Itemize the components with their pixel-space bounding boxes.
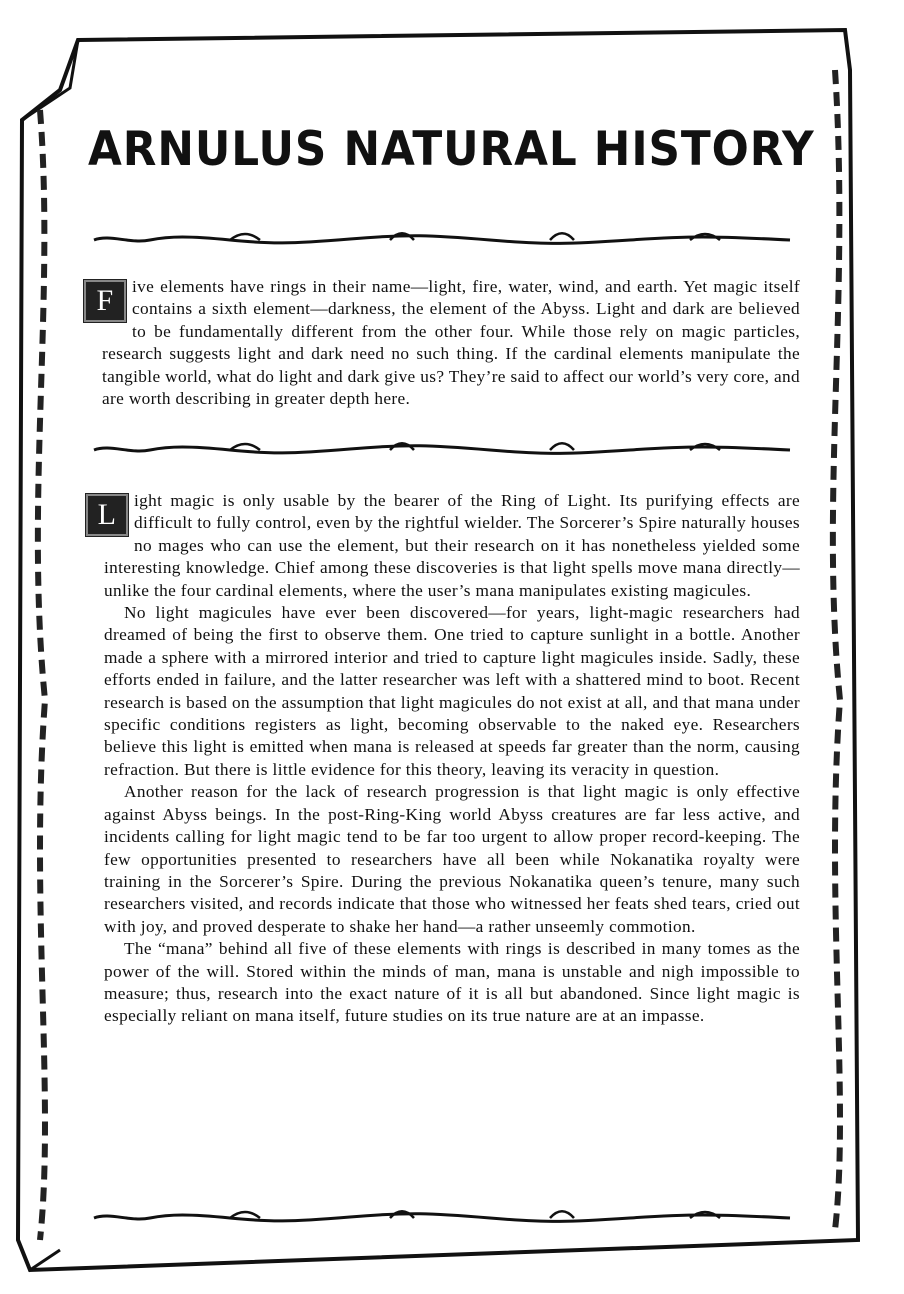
intro-section: [96, 276, 800, 410]
ornamental-divider: [90, 440, 795, 460]
paragraph: ive elements have rings in their name—light, fire, water, wind, and earth. Yet magic itself contains a sixth element—darkness, the element of the Abyss. Light and dark are believed to be fundamentally different from the other four. While those rely on magic particles, research suggests light and dark need no such thing. If the cardinal elements manipulate the tangible world, what do light and dark give us? They’re said to affect our world’s very core, and are worth describing in greater depth here.: [102, 277, 800, 409]
paragraph: The “mana” behind all five of these elements with rings is described in many tomes as the power of the will. Stored within the minds of man, mana is unstable and nigh impossible to measure; thus, research into the exact nature of it is all but abandoned. Since light magic is especially reliant on mana itself, future studies on its true nature are at an impasse.: [104, 939, 800, 1026]
ornamental-divider: [90, 230, 795, 250]
page-title: ARNULUS NATURAL HISTORY: [88, 122, 815, 177]
paragraph: Another reason for the lack of research progression is that light magic is only effective against Abyss beings. In the post-Ring-King world Abyss creatures are far less active, and incidents calling for light magic tend to be far too urgent to allow proper record-keeping. The few opportunities presented to researchers have all been while Nokanatika royalty were training in the Sorcerer’s Spire. During the previous Nokanatika queen’s tenure, many such researchers visited, and records indicate that those who witnessed her feats shed tears, cried out with joy, and proved desperate to shake her hand—a rather unseemly commotion.: [104, 782, 800, 936]
light-magic-section: [97, 490, 800, 1028]
drop-cap: L: [86, 494, 128, 536]
paragraph: No light magicules have ever been discovered—for years, light-magic researchers had dreamed of being the first to observe them. One tried to capture sunlight in a bottle. Another made a sphere with a mirrored interior and tried to capture light magicules inside. Sadly, these efforts ended in failure, and the latter researcher was left with a shattered mind to boot. Recent research is based on the assumption that light magicules do not exist at all, and that mana under specific conditions registers as light, becoming observable to the naked eye. Researchers believe this light is emitted when mana is released at speeds far greater than the norm, causing refraction. But there is little evidence for this theory, leaving its veracity in question.: [104, 603, 800, 779]
ornamental-divider: [90, 1208, 795, 1228]
paragraph: ight magic is only usable by the bearer of the Ring of Light. Its purifying effects are difficult to fully control, even by the rightful wielder. The Sorcerer’s Spire naturally houses no mages who can use the element, but their research on it has nonetheless yielded some interesting knowledge. Chief among these discoveries is that light spells move mana directly—unlike the four cardinal elements, where the user’s mana manipulates existing magicules.: [104, 491, 800, 600]
drop-cap: F: [84, 280, 126, 322]
